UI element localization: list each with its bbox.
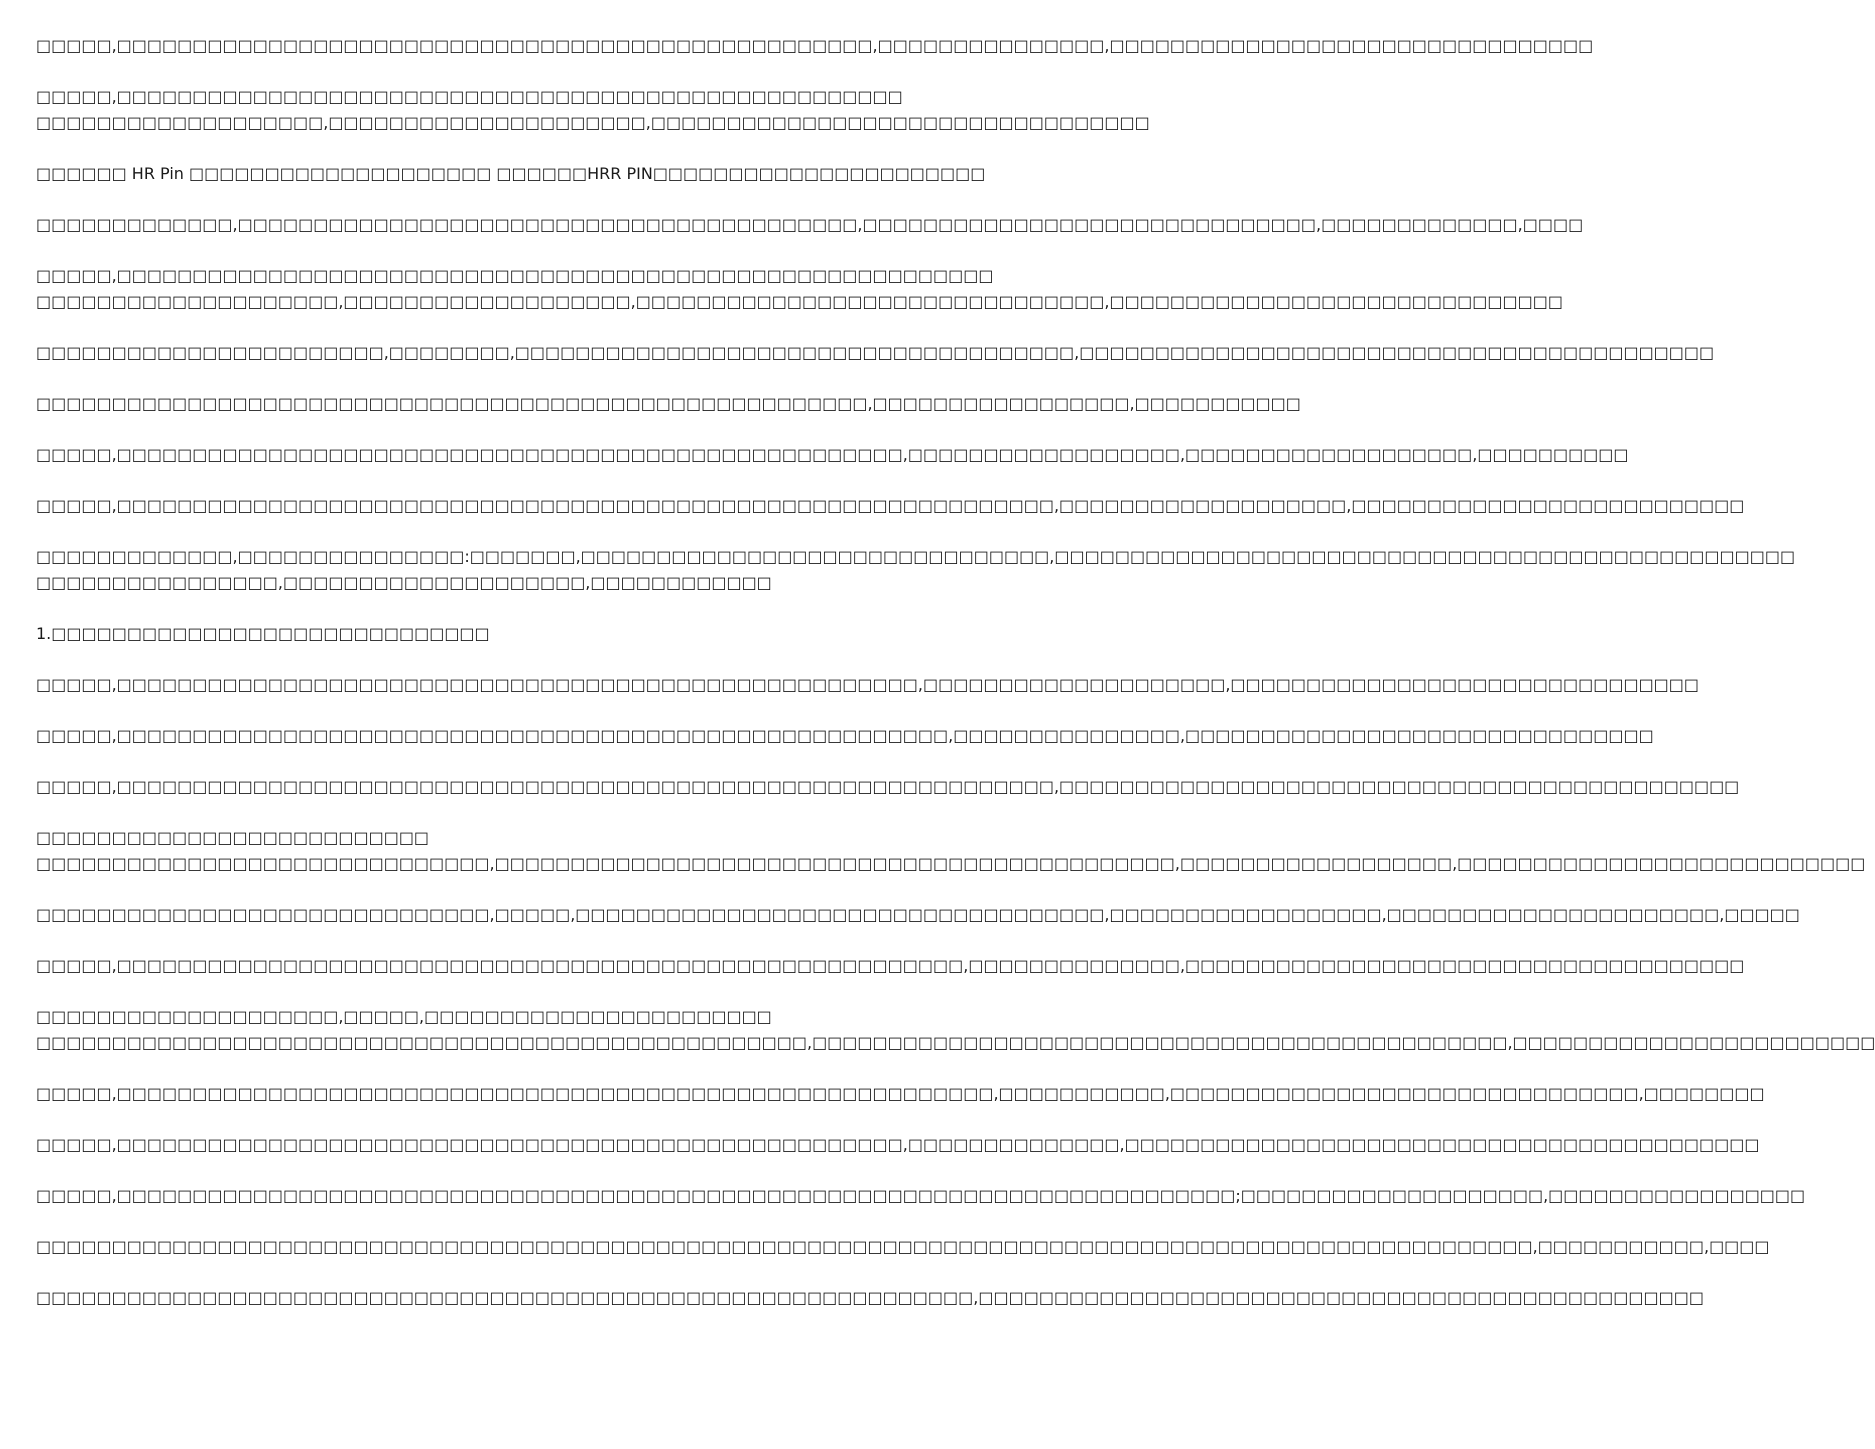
paragraph-20 (36, 1132, 1760, 1158)
paragraph-gap (36, 928, 989, 953)
paragraph-2 (36, 84, 1150, 136)
paragraph-line: □□□□□,□□□□□□□□□□□□□□□□□□□□□□□□□□□□□□□□□□□□□□□□□□□□□□□□□□,□□□□□□□□□□□□□□□,□□□□□□□□□□□□□□□□□□□□□□□□□□□□□□□□ (36, 36, 1594, 55)
paragraph-13 (36, 723, 1654, 749)
paragraph-gap (36, 749, 989, 774)
paragraph-gap (36, 1107, 989, 1132)
paragraph-4 (36, 212, 1584, 238)
paragraph-16 (36, 902, 1800, 928)
paragraph-17 (36, 953, 1745, 979)
paragraph-1 (36, 33, 1594, 59)
paragraph-gap (36, 1209, 989, 1234)
paragraph-gap (36, 1056, 989, 1081)
paragraph-gap (36, 366, 989, 391)
paragraph-6 (36, 340, 1715, 366)
paragraph-line: □□□□□,□□□□□□□□□□□□□□□□□□□□□□□□□□□□□□□□□□□□□□□□□□□□□□□□□□□□□□□□,□□□□□□□□□□□□□□,□□□□□□□□□□□□□□□□□□□□□□□□□□□□□□□□□□□□□ (36, 956, 1745, 975)
paragraph-gap (36, 1260, 989, 1285)
paragraph-line: □□□□□□□□□□□□□□□□□□□□□□□□□□□□□□□□□□□□□□□□□□□□□□□□□□□□□□□□□□□□□□,□□□□□□□□□□□□□□□□□□□□□□□□□□□□□□□□□□□□□□□□□□□□□□□□ (36, 1288, 1704, 1307)
paragraph-line: □□□□□□□□□□□□□□□□□□□□,□□□□□□□□□□□□□□□□□□□,□□□□□□□□□□□□□□□□□□□□□□□□□□□□□□□,□□□□□□□□□□□□□□□□□□□□□□□□□□□□□□ (36, 292, 1563, 311)
paragraph-21 (36, 1183, 1806, 1209)
paragraph-line: □□□□□□□□□□□□□□□□□□□,□□□□□□□□□□□□□□□□□□□□□,□□□□□□□□□□□□□□□□□□□□□□□□□□□□□□□□□ (36, 113, 1150, 132)
paragraph-line: □□□□□,□□□□□□□□□□□□□□□□□□□□□□□□□□□□□□□□□□□□□□□□□□□□□□□□□□□□□□□□□□ (36, 266, 994, 285)
paragraph-line: □□□□□□□□□□□□□□□□□□□□□□□□□□□□□□□□□□□□□□□□□□□□□□□□□□□,□□□□□□□□□□□□□□□□□□□□□□□□□□□□□□□□□□□□□□□□□□□□□□,□□□□□□□□□□□□□□□□□□□□□□□□ (36, 1033, 1875, 1052)
paragraph-line: □□□□□□□□□□□□□□□□□□□□□□□,□□□□□□□□,□□□□□□□□□□□□□□□□□□□□□□□□□□□□□□□□□□□□□,□□□□□□□□□□□□□□□□□□□□□□□□□□□□□□□□□□□□□□□□□□ (36, 343, 1715, 362)
paragraph-3 (36, 161, 989, 187)
paragraph-9 (36, 493, 1745, 519)
paragraph-line: □□□□□,□□□□□□□□□□□□□□□□□□□□□□□□□□□□□□□□□□□□□□□□□□□□□□□□□□□□,□□□□□□□□□□□□□□□□□□,□□□□□□□□□□□□□□□□□□□,□□□□□□□□□□ (36, 445, 1629, 464)
paragraph-gap (36, 647, 989, 672)
paragraph-23 (36, 1285, 1704, 1311)
paragraph-line: □□□□□,□□□□□□□□□□□□□□□□□□□□□□□□□□□□□□□□□□□□□□□□□□□□□□□□□□□□□□□□□□□□□□□□□□□□□□□□□□;□□□□□□□□□□□□□□□□□□□□,□□□□□□□□□□□□□□□□□ (36, 1186, 1806, 1205)
paragraph-19 (36, 1081, 1765, 1107)
document-body (36, 33, 1875, 1311)
paragraph-line: □□□□□□□□□□□□□,□□□□□□□□□□□□□□□:□□□□□□□,□□□□□□□□□□□□□□□□□□□□□□□□□□□□□□□,□□□□□□□□□□□□□□□□□□□□□□□□□□□□□□□□□□□□□□□□□□□□□□□□□ (36, 547, 1796, 566)
paragraph-22 (36, 1234, 1770, 1260)
section-heading (36, 621, 989, 647)
paragraph-line: □□□□□□□□□□□□□□□□□□□□□□□□□□□□□□□□□□□□□□□□□□□□□□□□□□□□□□□,□□□□□□□□□□□□□□□□□,□□□□□□□□□□□ (36, 394, 1301, 413)
heading-line: 1.□□□□□□□□□□□□□□□□□□□□□□□□□□□□□ (36, 624, 490, 643)
paragraph-gap (36, 1158, 989, 1183)
paragraph-line: □□□□□,□□□□□□□□□□□□□□□□□□□□□□□□□□□□□□□□□□□□□□□□□□□□□□□□□□□□ (36, 87, 903, 106)
paragraph-12 (36, 672, 1700, 698)
paragraph-gap (36, 417, 989, 442)
paragraph-15 (36, 825, 1866, 877)
paragraph-line: □□□□□□ HR Pin □□□□□□□□□□□□□□□□□□□□ □□□□□□HRR PIN□□□□□□□□□□□□□□□□□□□□□□ (36, 164, 986, 183)
paragraph-8 (36, 442, 1629, 468)
paragraph-line: □□□□□□□□□□□□□□□□□□□□□□□□□□□□□□,□□□□□□□□□□□□□□□□□□□□□□□□□□□□□□□□□□□□□□□□□□□□□,□□□□□□□□□□□□□□□□□□,□□□□□□□□□□□□□□□□□□□□□□□□□□□ (36, 854, 1866, 873)
paragraph-line: □□□□□,□□□□□□□□□□□□□□□□□□□□□□□□□□□□□□□□□□□□□□□□□□□□□□□□□□□□□□□□□□,□□□□□□□□□□□,□□□□□□□□□□□□□□□□□□□□□□□□□□□□□□□,□□□□□□□□ (36, 1084, 1765, 1103)
paragraph-gap (36, 187, 989, 212)
paragraph-10 (36, 544, 1796, 596)
paragraph-line: □□□□□□□□□□□□□□□□□□□□□□□□□□ (36, 828, 430, 847)
paragraph-gap (36, 519, 989, 544)
paragraph-gap (36, 698, 989, 723)
paragraph-line: □□□□□□□□□□□□□□□□,□□□□□□□□□□□□□□□□□□□□,□□□□□□□□□□□□ (36, 573, 772, 592)
paragraph-line: □□□□□□□□□□□□□□□□□□□□,□□□□□,□□□□□□□□□□□□□□□□□□□□□□□ (36, 1007, 772, 1026)
paragraph-gap (36, 468, 989, 493)
paragraph-gap (36, 136, 989, 161)
paragraph-line: □□□□□□□□□□□□□,□□□□□□□□□□□□□□□□□□□□□□□□□□□□□□□□□□□□□□□□□,□□□□□□□□□□□□□□□□□□□□□□□□□□□□□□,□□□□□□□□□□□□□,□□□□ (36, 215, 1584, 234)
paragraph-line: □□□□□,□□□□□□□□□□□□□□□□□□□□□□□□□□□□□□□□□□□□□□□□□□□□□□□□□□□□□□□□□□□□□□,□□□□□□□□□□□□□□□□□□□□□□□□□□□□□□□□□□□□□□□□□□□□□ (36, 777, 1740, 796)
paragraph-line: □□□□□,□□□□□□□□□□□□□□□□□□□□□□□□□□□□□□□□□□□□□□□□□□□□□□□□□□□□□,□□□□□□□□□□□□□□□□□□□□,□□□□□□□□□□□□□□□□□□□□□□□□□□□□□□□ (36, 675, 1700, 694)
paragraph-line: □□□□□,□□□□□□□□□□□□□□□□□□□□□□□□□□□□□□□□□□□□□□□□□□□□□□□□□□□□,□□□□□□□□□□□□□□,□□□□□□□□□□□□□□□□□□□□□□□□□□□□□□□□□□□□□□□□□□ (36, 1135, 1760, 1154)
paragraph-7 (36, 391, 1301, 417)
paragraph-5 (36, 263, 1563, 315)
paragraph-line: □□□□□,□□□□□□□□□□□□□□□□□□□□□□□□□□□□□□□□□□□□□□□□□□□□□□□□□□□□□□□□□□□□□□,□□□□□□□□□□□□□□□□□□□,□□□□□□□□□□□□□□□□□□□□□□□□□□ (36, 496, 1745, 515)
paragraph-gap (36, 238, 989, 263)
paragraph-line: □□□□□□□□□□□□□□□□□□□□□□□□□□□□□□,□□□□□,□□□□□□□□□□□□□□□□□□□□□□□□□□□□□□□□□□□,□□□□□□□□□□□□□□□□□□,□□□□□□□□□□□□□□□□□□□□□□,□□□□□ (36, 905, 1800, 924)
paragraph-gap (36, 315, 989, 340)
paragraph-18 (36, 1004, 1875, 1056)
paragraph-gap (36, 800, 989, 825)
paragraph-line: □□□□□□□□□□□□□□□□□□□□□□□□□□□□□□□□□□□□□□□□□□□□□□□□□□□□□□□□□□□□□□□□□□□□□□□□□□□□□□□□□□□□□□□□□□□□□□□□□□□,□□□□□□□□□□□,□□□□ (36, 1237, 1770, 1256)
paragraph-gap (36, 59, 989, 84)
paragraph-gap (36, 979, 989, 1004)
paragraph-line: □□□□□,□□□□□□□□□□□□□□□□□□□□□□□□□□□□□□□□□□□□□□□□□□□□□□□□□□□□□□□,□□□□□□□□□□□□□□□,□□□□□□□□□□□□□□□□□□□□□□□□□□□□□□□ (36, 726, 1654, 745)
paragraph-gap (36, 596, 989, 621)
paragraph-14 (36, 774, 1740, 800)
paragraph-gap (36, 877, 989, 902)
